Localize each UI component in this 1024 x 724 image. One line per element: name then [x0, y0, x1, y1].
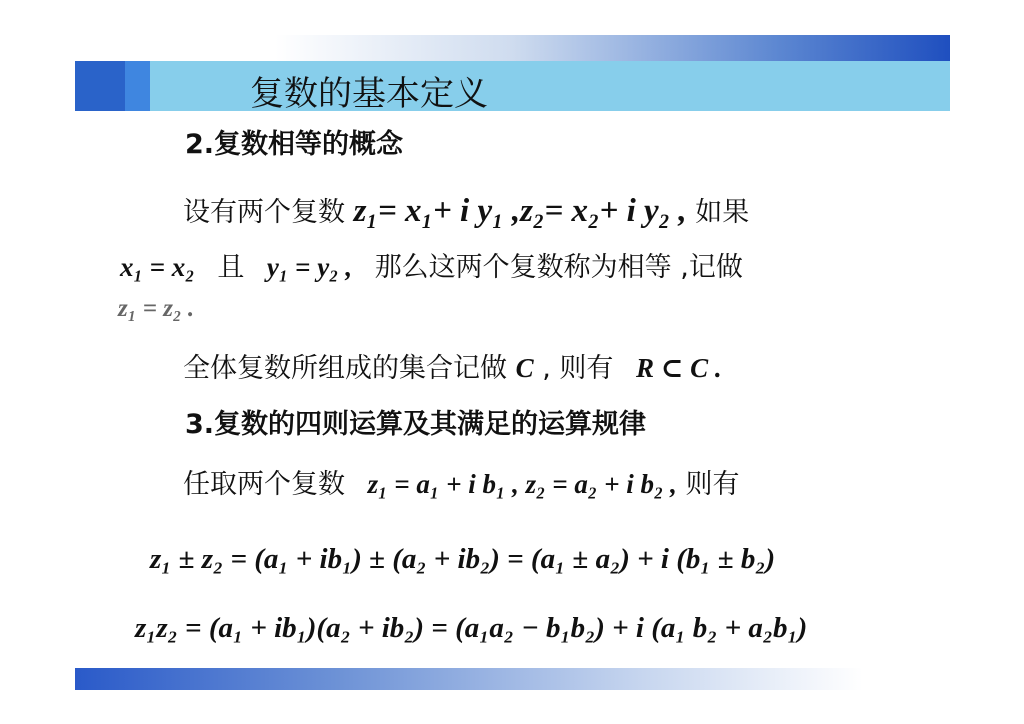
para4 — [183, 346, 722, 385]
title-bar — [75, 61, 950, 111]
top-decor-bar — [275, 35, 950, 61]
para2-and: 且 — [217, 252, 245, 283]
para2-cond2: y₁ = y₂ , — [266, 252, 353, 282]
equation-sum: z₁ ± z₂ = (a₁ + ib₁) ± (a₂ + ib₂) = (a₁ ± a₂) + i (b₁ ± b₂) — [150, 543, 776, 575]
para4-relation: R ⊂ C . — [635, 353, 722, 383]
para4-C: C — [515, 353, 534, 383]
para5-lead: 任取两个复数 — [183, 469, 345, 500]
slide-title: 复数的基本定义 — [250, 74, 488, 114]
para4-text: 全体复数所组成的集合记做 — [183, 353, 507, 384]
bottom-decor-bar — [75, 668, 950, 690]
para1 — [183, 190, 749, 230]
equation-product: z₁z₂ = (a₁ + ib₁)(a₂ + ib₂) = (a₁a₂ − b₁b₂) + i (a₁ b₂ + a₂b₁) — [135, 612, 808, 644]
para1-lead: 设有两个复数 — [183, 197, 345, 228]
title-accent-block-light — [125, 61, 150, 111]
para3-formula: z₁ = z₂ . — [118, 295, 195, 322]
para2-cond1: x₁ = x₂ — [120, 252, 195, 282]
para1-formula: z₁= x₁+ i y₁ ,z₂= x₂+ i y₂ , — [353, 193, 687, 229]
para5-tail: 则有 — [685, 469, 740, 500]
section2-heading: 2.复数相等的概念 — [185, 129, 404, 160]
para5-formula: z₁ = a₁ + i b₁ , z₂ = a₂ + i b₂ , — [367, 469, 677, 499]
para2-text: 那么这两个复数称为相等 ,记做 — [374, 252, 743, 283]
para2 — [120, 245, 743, 284]
section3-heading: 3.复数的四则运算及其满足的运算规律 — [185, 409, 647, 440]
para1-tail: 如果 — [695, 197, 750, 228]
title-accent-block — [75, 61, 125, 111]
para5 — [183, 462, 739, 501]
para4-then: , 则有 — [542, 353, 614, 384]
